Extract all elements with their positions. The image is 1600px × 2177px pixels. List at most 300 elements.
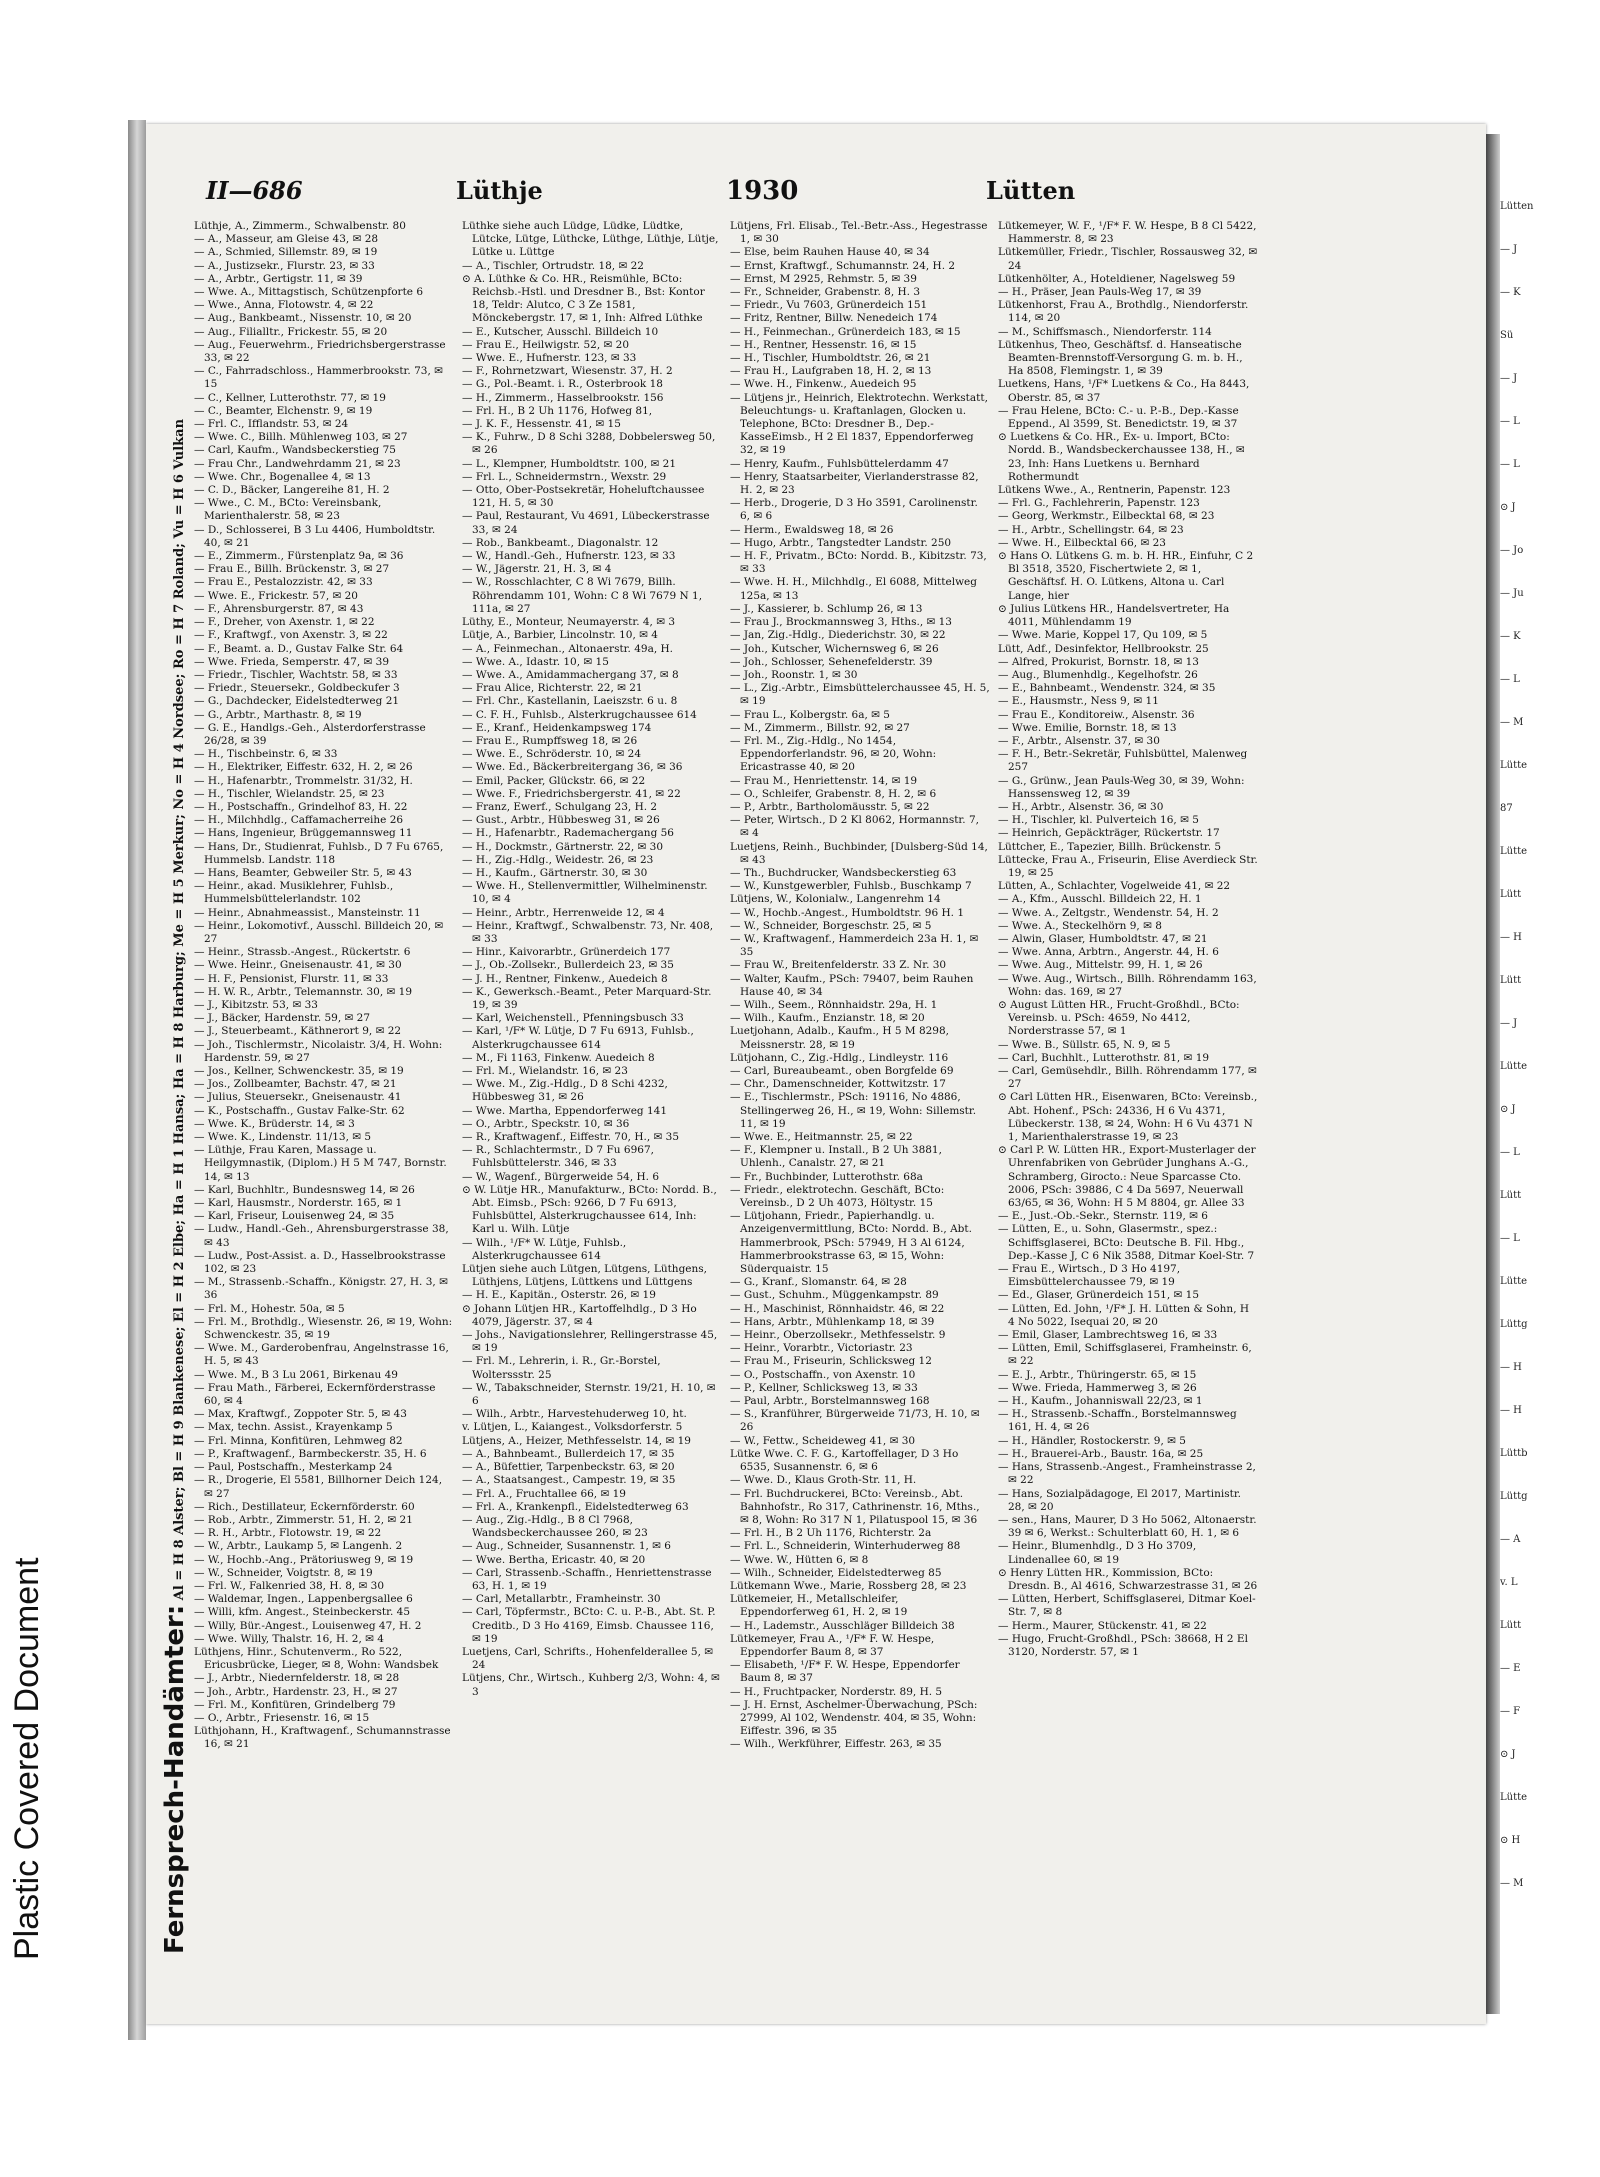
directory-entry: — Heinrich, Gepäckträger, Rückertstr. 17 xyxy=(998,827,1220,840)
directory-entry: — H., Arbtr., Alsenstr. 36, ✉ 30 xyxy=(998,800,1164,813)
directory-entry: — Wilh., Werkführer, Eiffestr. 263, ✉ 35 xyxy=(730,1738,942,1751)
directory-entry: — Max, Kraftwgf., Zoppoter Str. 5, ✉ 43 xyxy=(194,1408,407,1421)
edge-fragment: — L xyxy=(1500,1147,1520,1158)
directory-entry: — E., Bahnbeamt., Wendenstr. 324, ✉ 35 xyxy=(998,682,1216,695)
directory-entry: — G., Grünw., Jean Pauls-Weg 30, ✉ 39, Wohn: Hanssensweg 12, ✉ 39 xyxy=(998,774,1245,800)
directory-entry: — Carl, Gemüsehdlr., Billh. Röhrendamm 177, ✉ 27 xyxy=(998,1065,1257,1091)
directory-entry: — Wwe. A., Mittagstisch, Schützenpforte 6 xyxy=(194,286,424,299)
directory-entry: — Wwe. H., Stellenvermittler, Wilhelminenstr. 10, ✉ 4 xyxy=(462,880,708,906)
directory-entry: — Heinr., Vorarbtr., Victoriastr. 23 xyxy=(730,1342,913,1355)
directory-entry: — P., Kellner, Schlicksweg 13, ✉ 33 xyxy=(730,1381,918,1394)
directory-entry: Lütke Wwe. C. F. G., Kartoffellager, D 3 Ho 6535, Susannenstr. 6, ✉ 6 xyxy=(730,1447,959,1474)
directory-entry: — Wwe. Frieda, Semperstr. 47, ✉ 39 xyxy=(194,655,390,668)
directory-entry: — Fr., Buchbinder, Lutterothstr. 68a xyxy=(730,1170,923,1183)
page-header xyxy=(206,176,1146,206)
directory-entry: — Wwe. M., Garderobenfrau, Angelnstrasse 16, H. 5, ✉ 43 xyxy=(194,1342,449,1368)
directory-entry: — Wwe. Bertha, Ericastr. 40, ✉ 20 xyxy=(462,1553,646,1566)
edge-fragment: ⊙ H xyxy=(1500,1835,1521,1846)
directory-entry: — Julius, Steuersekr., Gneisenaustr. 41 xyxy=(194,1091,402,1104)
directory-entry: — Hans, Ingenieur, Brüggemannsweg 11 xyxy=(194,827,413,840)
right-keyword: Lütten xyxy=(986,176,1076,205)
directory-entry: — Lütten, Herbert, Schiffsglaserei, Ditmar Koel-Str. 7, ✉ 8 xyxy=(998,1593,1256,1619)
directory-entry: — F., Arbtr., Alsenstr. 37, ✉ 30 xyxy=(998,734,1160,747)
directory-entry: — Wwe. Willy, Thalstr. 16, H. 2, ✉ 4 xyxy=(194,1632,384,1645)
directory-entry: Luetkens, Hans, ¹/F* Luetkens & Co., Ha 8443, Oberstr. 85, ✉ 37 xyxy=(998,378,1250,404)
directory-entry: — Wwe., C. M., BCto: Vereinsbank, Marienthalerstr. 58, ✉ 23 xyxy=(194,497,382,523)
directory-entry: Lüthy, E., Monteur, Neumayerstr. 4, ✉ 3 xyxy=(462,616,676,629)
directory-entry: — G. E., Handlgs.-Geh., Alsterdorferstrasse 26/28, ✉ 39 xyxy=(194,721,426,747)
edge-fragment: Lütte xyxy=(1500,846,1528,857)
edge-fragment: Lütte xyxy=(1500,760,1528,771)
directory-entry: — L., Zig.-Arbtr., Eimsbüttelerchaussee 45, H. 5, ✉ 19 xyxy=(730,682,990,708)
directory-entry: — Frau Helene, BCto: C.- u. P.-B., Dep.-Kasse Eppend., Al 3599, St. Benedictstr. 19, ✉ 37 xyxy=(998,404,1239,431)
left-keyword: Lüthje xyxy=(456,176,543,205)
directory-entry: — Frl. M., Brothdlg., Wiesenstr. 26, ✉ 19, Wohn: Schwenckestr. 35, ✉ 19 xyxy=(194,1315,453,1342)
directory-entry: — Frl. C., Ifflandstr. 53, ✉ 24 xyxy=(194,418,349,431)
directory-entry: — Lüthje, Frau Karen, Massage u. Heilgymnastik, (Diplom.) H 5 M 747, Bornstr. 14, ✉ 13 xyxy=(194,1144,447,1183)
directory-entry: — Wwe. D., Klaus Groth-Str. 11, H. xyxy=(730,1474,917,1487)
directory-entry: — Carl, Töpfermstr., BCto: C. u. P.-B., Abt. St. P. Creditb., D 3 Ho 4169, Eimsb. Chaussee 116, ✉ 19 xyxy=(462,1606,716,1645)
directory-entry: — Lütten, Emil, Schiffsglaserei, Framheinstr. 6, ✉ 22 xyxy=(998,1342,1252,1368)
directory-entry: — Rich., Destillateur, Eckernförderstr. 60 xyxy=(194,1500,415,1513)
directory-entry: — Frl. W., Falkenried 38, H. 8, ✉ 30 xyxy=(194,1579,385,1592)
directory-entry: Luetjens, Carl, Schrifts., Hohenfelderallee 5, ✉ 24 xyxy=(462,1645,714,1672)
directory-entry: — A., Arbtr., Gertigstr. 11, ✉ 39 xyxy=(194,272,363,285)
edge-fragment: Lütt xyxy=(1500,1620,1522,1631)
directory-entry: — Wwe. W., Hütten 6, ✉ 8 xyxy=(730,1553,869,1566)
directory-entry: — Frau E., Heilwigstr. 52, ✉ 20 xyxy=(462,338,630,351)
directory-entry: — Frau E., Pestalozzistr. 42, ✉ 33 xyxy=(194,576,373,589)
directory-entry: — Frl. Buchdruckerei, BCto: Vereinsb., Abt. Bahnhofstr., Ro 317, Cathrinenstr. 16, Mths., ✉ 8, Wohn: Ro 317 N 1, Pilatuspool 15, ✉ 36 xyxy=(730,1487,980,1526)
directory-entry: — Rob., Bankbeamt., Diagonalstr. 12 xyxy=(462,536,659,549)
directory-entry: — Fr., Schneider, Grabenstr. 8, H. 3 xyxy=(730,286,921,299)
directory-entry: — Lütten, Ed. John, ¹/F* J. H. Lütten & Sohn, H 4 No 5022, Isequai 20, ✉ 20 xyxy=(998,1302,1250,1328)
directory-entry: — Aug., Blumenhdlg., Kegelhofstr. 26 xyxy=(998,668,1198,681)
strip-title: Fernsprech-Handämter: xyxy=(160,1604,190,1954)
directory-entry: — Frau E., Wirtsch., D 3 Ho 4197, Eimsbüttelerchaussee 79, ✉ 19 xyxy=(998,1263,1181,1289)
edge-fragment: — A xyxy=(1500,1534,1521,1545)
directory-entry: — E., Hausmstr., Ness 9, ✉ 11 xyxy=(998,695,1159,708)
side-label: Plastic Covered Document xyxy=(8,1557,46,1960)
directory-entry: — Franz, Ewerf., Schulgang 23, H. 2 xyxy=(462,800,658,813)
directory-entry: — Lütjohann, Friedr., Papierhandlg. u. Anzeigenvermittlung, BCto: Nordd. B., Abt. Hammerbrook, PSch: 57949, H 3 Al 6124, Hammerbrookstrasse 63, ✉ 15, Wohn: Süderquaistr. 15 xyxy=(730,1210,972,1276)
directory-entry: — Carl, Kaufm., Wandsbeckerstieg 75 xyxy=(194,444,396,457)
directory-entry: — Heinr., Blumenhdlg., D 3 Ho 3709, Lindenallee 60, ✉ 19 xyxy=(998,1540,1197,1566)
directory-entry: — A., Büfettier, Tarpenbeckstr. 63, ✉ 20 xyxy=(462,1461,675,1474)
directory-entry: — W., Kunstgewerbler, Fuhlsb., Buschkamp 7 xyxy=(730,880,972,893)
directory-entry: ⊙ Carl P. W. Lütten HR., Export-Musterlager der Uhrenfabriken von Gebrüder Junghans A.-G., Schramberg, Girocto.: Neue Sparcasse Cto. 2006, PSch: 39886, C 4 Da 5697, Neuerwall 63/65, ✉ 36, Wohn: H 5 M 8804, gr. Allee 33 xyxy=(998,1144,1256,1210)
directory-entry: — O., Postschaffn., von Axenstr. 10 xyxy=(730,1368,916,1381)
directory-entry: — Jos., Kellner, Schwenckestr. 35, ✉ 19 xyxy=(194,1065,404,1077)
directory-entry: — H. E., Kapitän., Osterstr. 26, ✉ 19 xyxy=(462,1289,656,1302)
directory-entry: — J., Bäcker, Hardenstr. 59, ✉ 27 xyxy=(194,1012,371,1025)
directory-entry: — H., Händler, Rostockerstr. 9, ✉ 5 xyxy=(998,1434,1186,1447)
directory-entry: Lütkenhorst, Frau A., Brothdlg., Niendorferstr. 114, ✉ 20 xyxy=(998,299,1249,325)
directory-entry: — Frl. M., Zig.-Hdlg., No 1454, Eppendorferlandstr. 96, ✉ 20, Wohn: Ericastrasse 40, ✉ 20 xyxy=(730,734,937,774)
directory-entry: Lütt, Adf., Desinfektor, Hellbrookstr. 25 xyxy=(998,642,1209,655)
edge-fragment: Lütte xyxy=(1500,1792,1528,1803)
directory-entry: — Wwe. M., B 3 Lu 2061, Birkenau 49 xyxy=(194,1368,398,1381)
edge-fragment: Lütt xyxy=(1500,889,1522,900)
directory-entry: — P., Arbtr., Bartholomäusstr. 5, ✉ 22 xyxy=(730,800,930,813)
directory-entry: — F. H., Betr.-Sekretär, Fuhlsbüttel, Malenweg 257 xyxy=(998,748,1248,774)
directory-entry: — C., Fahrradschloss., Hammerbrookstr. 73, ✉ 15 xyxy=(194,365,443,391)
directory-entry: — H., Strassenb.-Schaffn., Borstelmannsweg 161, H. 4, ✉ 26 xyxy=(998,1408,1237,1434)
directory-entry: — Emil, Packer, Glückstr. 66, ✉ 22 xyxy=(462,774,646,787)
directory-entry: Lüthke siehe auch Lüdge, Lüdke, Lüdtke, Lütcke, Lütge, Lüthcke, Lüthge, Lüthje, Lütje, Lütke u. Lüttge xyxy=(462,220,719,259)
edge-fragment: Lütt xyxy=(1500,975,1522,986)
edge-fragment: ⊙ J xyxy=(1500,502,1516,513)
directory-entry: Lütjen siehe auch Lütgen, Lütgens, Lüthgens, Lüthjens, Lütjens, Lüttkens und Lüttgens xyxy=(462,1263,707,1289)
directory-entry: Lütjens, Frl. Elisab., Tel.-Betr.-Ass., Hegestrasse 1, ✉ 30 xyxy=(730,220,988,246)
directory-entry: — W., Tabakschneider, Sternstr. 19/21, H. 10, ✉ 6 xyxy=(462,1381,716,1408)
directory-entry: — Frl. Chr., Kastellanin, Laeiszstr. 6 u. 8 xyxy=(462,695,678,708)
directory-entry: — Wwe. Aug., Wirtsch., Billh. Röhrendamm 163, Wohn: das. 169, ✉ 27 xyxy=(998,972,1257,998)
directory-entry: — A., Tischler, Ortrudstr. 18, ✉ 22 xyxy=(462,259,644,272)
directory-entry: Lüthjohann, H., Kraftwagenf., Schumannstrasse 16, ✉ 21 xyxy=(194,1725,451,1751)
directory-entry: — H., Brauerei-Arb., Baustr. 16a, ✉ 25 xyxy=(998,1447,1204,1460)
directory-entry: — Ludw., Post-Assist. a. D., Hasselbrookstrasse 102, ✉ 23 xyxy=(194,1249,446,1276)
directory-entry: Luetjens, Reinh., Buchbinder, [Dulsberg-Süd 14, ✉ 43 xyxy=(730,840,988,866)
directory-entry: — Lütjens jr., Heinrich, Elektrotechn. Werkstatt, Beleuchtungs- u. Kraftanlagen, Glocken u. Telephone, BCto: Dresdner B., Dep.-KasseEimsb., H 2 El 1837, Eppendorferweg 32, ✉ 19 xyxy=(730,391,988,457)
directory-entry: — J. H., Rentner, Finkenw., Auedeich 8 xyxy=(462,972,668,985)
directory-entry: Lütkemeier, H., Metallschleifer, Eppendorferweg 61, H. 2, ✉ 19 xyxy=(730,1593,908,1619)
directory-entry: — J., Arbtr., Niedernfelderstr. 18, ✉ 28 xyxy=(194,1672,400,1685)
directory-entry: — H., Milchhdlg., Caffamacherreihe 26 xyxy=(194,814,404,827)
directory-entry: — H. W. R., Arbtr., Telemannstr. 30, ✉ 19 xyxy=(194,985,413,998)
directory-entry: — Fritz, Rentner, Billw. Nenedeich 174 xyxy=(730,312,938,325)
directory-entry: Lüthje, A., Zimmerm., Schwalbenstr. 80 xyxy=(194,220,406,232)
directory-entry: — Joh., Tischlermstr., Nicolaistr. 3/4, H. Wohn: Hardenstr. 59, ✉ 27 xyxy=(194,1038,443,1064)
directory-entry: — Wwe. A., Idastr. 10, ✉ 15 xyxy=(462,655,609,668)
directory-entry: — F., Dreher, von Axenstr. 1, ✉ 22 xyxy=(194,616,375,629)
directory-entry: Lütjens, Chr., Wirtsch., Kuhberg 2/3, Wohn: 4, ✉ 3 xyxy=(462,1672,720,1698)
directory-entry: — Aug., Schneider, Susannenstr. 1, ✉ 6 xyxy=(462,1540,671,1553)
directory-entry: — W., Schneider, Borgeschstr. 25, ✉ 5 xyxy=(730,919,932,932)
directory-entry: — W., Kraftwagenf., Hammerdeich 23a H. 1, ✉ 35 xyxy=(730,932,979,959)
directory-entry: — O., Arbtr., Friesenstr. 16, ✉ 15 xyxy=(194,1711,370,1724)
directory-entry: — Wwe. A., Zeltgstr., Wendenstr. 54, H. 2 xyxy=(998,906,1219,919)
directory-entry: — Wwe. E., Hufnerstr. 123, ✉ 33 xyxy=(462,352,637,365)
directory-entry: — Frl. H., B 2 Uh 1176, Hofweg 81, xyxy=(462,404,653,417)
directory-entry: — Alfred, Prokurist, Bornstr. 18, ✉ 13 xyxy=(998,655,1199,668)
directory-entry: — Frl. L., Schneidermstrn., Wexstr. 29 xyxy=(462,470,667,483)
directory-entry: — H., Dockmstr., Gärtnerstr. 22, ✉ 30 xyxy=(462,840,663,853)
directory-entry: — Frau E., Billh. Brückenstr. 3, ✉ 27 xyxy=(194,563,390,576)
directory-entry: — Henry, Staatsarbeiter, Vierlanderstrasse 82, H. 2, ✉ 23 xyxy=(730,470,979,497)
directory-entry: — A., Masseur, am Gleise 43, ✉ 28 xyxy=(194,233,379,246)
directory-entry: — R., Drogerie, El 5581, Billhorner Deich 124, ✉ 27 xyxy=(194,1474,443,1500)
directory-entry: — Willy, Bür.-Angest., Louisenweg 47, H. 2 xyxy=(194,1619,422,1632)
directory-entry: — H., Tischler, Humboldtstr. 26, ✉ 21 xyxy=(730,352,931,365)
directory-entry: — Aug., Zig.-Hdlg., B 8 Cl 7968, Wandsbeckerchaussee 260, ✉ 23 xyxy=(462,1513,648,1540)
directory-entry: — Carl, Metallarbtr., Framheinstr. 30 xyxy=(462,1593,661,1606)
edge-fragment: — M xyxy=(1500,717,1524,728)
directory-entry: — H., Präser, Jean Pauls-Weg 17, ✉ 39 xyxy=(998,286,1202,299)
directory-entry: — Frl. M., Hohestr. 50a, ✉ 5 xyxy=(194,1302,345,1315)
directory-entry: — J., Ob.-Zollsekr., Bullerdeich 23, ✉ 35 xyxy=(462,959,674,972)
directory-entry: — Friedr., Tischler, Wachtstr. 58, ✉ 33 xyxy=(194,668,398,681)
next-page-edge xyxy=(1500,200,1600,2000)
directory-entry: — A., Schmied, Sillemstr. 89, ✉ 19 xyxy=(194,246,378,259)
directory-entry: — A., Justizsekr., Flurstr. 23, ✉ 33 xyxy=(194,259,375,272)
directory-entry: — A., Staatsangest., Campestr. 19, ✉ 35 xyxy=(462,1474,676,1487)
directory-entry: — Wwe. Marie, Koppel 17, Qu 109, ✉ 5 xyxy=(998,629,1208,642)
directory-entry: — Wwe. K., Lindenstr. 11/13, ✉ 5 xyxy=(194,1131,372,1144)
directory-entry: — A., Feinmechan., Altonaerstr. 49a, H. xyxy=(462,642,674,655)
directory-entry: — Alwin, Glaser, Humboldtstr. 47, ✉ 21 xyxy=(998,932,1208,945)
directory-entry: — R., Schlachtermstr., D 7 Fu 6967, Fuhlsbüttelerstr. 346, ✉ 33 xyxy=(462,1144,654,1170)
edge-fragment: ⊙ J xyxy=(1500,1104,1516,1115)
directory-entry: — Heinr., Lokomotivf., Ausschl. Billdeich 20, ✉ 27 xyxy=(194,919,444,945)
directory-entry: Lütkemeyer, W. F., ¹/F* F. W. Hespe, B 8 Cl 5422, Hammerstr. 8, ✉ 23 xyxy=(998,220,1257,246)
directory-entry: — Heinr., akad. Musiklehrer, Fuhlsb., Hummelsbüttelerlandstr. 102 xyxy=(194,880,394,906)
column-3 xyxy=(730,220,990,1980)
directory-entry: — Wwe. Chr., Bogenallee 4, ✉ 13 xyxy=(194,470,371,483)
directory-entry: — Hans, Sozialpädagoge, El 2017, Martinistr. 28, ✉ 20 xyxy=(998,1487,1242,1513)
directory-entry: — Wwe. A., Steckelhörn 9, ✉ 8 xyxy=(998,919,1162,932)
directory-entry: — Ernst, M 2925, Rehmstr. 5, ✉ 39 xyxy=(730,272,917,285)
edge-fragment: — L xyxy=(1500,459,1520,470)
directory-entry: — Frl. L., Schneiderin, Winterhuderweg 88 xyxy=(730,1540,961,1553)
directory-entry: — O., Schleifer, Grabenstr. 8, H. 2, ✉ 6 xyxy=(730,787,937,800)
directory-entry: — Wwe. M., Zig.-Hdlg., D 8 Schi 4232, Hübbesweg 31, ✉ 26 xyxy=(462,1078,668,1104)
directory-entry: — C., Kellner, Lutterothstr. 77, ✉ 19 xyxy=(194,391,386,404)
directory-entry: — Joh., Roonstr. 1, ✉ 30 xyxy=(730,668,858,681)
directory-entry: — Carl, Strassenb.-Schaffn., Henriettenstrasse 63, H. 1, ✉ 19 xyxy=(462,1566,712,1592)
edge-fragment: — F xyxy=(1500,1706,1521,1717)
directory-entry: — P., Kraftwagenf., Barmbeckerstr. 35, H. 6 xyxy=(194,1447,427,1460)
directory-entry: — H., Zig.-Hdlg., Weidestr. 26, ✉ 23 xyxy=(462,853,654,866)
directory-entry: ⊙ A. Lüthke & Co. HR., Reismühle, BCto: Reichsb.-Hstl. und Dresdner B., Bst: Kontor 18, Teldr: Alutco, C 3 Ze 1581, Mönckebergstr. 17, ✉ 1, Inh: Alfred Lüthke xyxy=(462,272,705,325)
edge-fragment: — J xyxy=(1500,244,1518,255)
directory-entry: — Hans, Beamter, Gebweiler Str. 5, ✉ 43 xyxy=(194,866,412,879)
edge-fragment: — J xyxy=(1500,373,1518,384)
directory-entry: — Else, beim Rauhen Hause 40, ✉ 34 xyxy=(730,246,930,259)
directory-entry: — Lütten, E., u. Sohn, Glasermstr., spez.: Schiffsglaserei, BCto: Deutsche B. Fil. Hbg., Dep.-Kasse J, C 6 Nik 3588, Ditmar Koel-Str. 7 xyxy=(998,1223,1255,1262)
directory-entry: — Frl. M., Konfitüren, Grindelberg 79 xyxy=(194,1698,396,1711)
directory-entry: — Paul, Postschaffn., Mesterkamp 24 xyxy=(194,1461,393,1474)
directory-entry: Lütkens Wwe., A., Rentnerin, Papenstr. 123 xyxy=(998,484,1231,497)
directory-entry: — H., Kaufm., Johanniswall 22/23, ✉ 1 xyxy=(998,1395,1203,1408)
directory-entry: ⊙ Johann Lütjen HR., Kartoffelhdlg., D 3 Ho 4079, Jägerstr. 37, ✉ 4 xyxy=(462,1302,697,1328)
directory-entry: — Friedr., elektrotechn. Geschäft, BCto: Vereinsb., D 2 Uh 4073, Höltystr. 15 xyxy=(730,1183,945,1210)
directory-entry: Lüttecke, Frau A., Friseurin, Elise Averdieck Str. 19, ✉ 25 xyxy=(998,853,1258,879)
directory-entry: — Wilh., ¹/F* W. Lütje, Fuhlsb., Alsterkrugchaussee 614 xyxy=(462,1236,627,1262)
directory-entry: — A., Bahnbeamt., Bullerdeich 17, ✉ 35 xyxy=(462,1447,675,1460)
directory-entry: — Friedr., Steuersekr., Goldbeckufer 3 xyxy=(194,682,400,695)
directory-entry: — H., Hafenarbtr., Trommelstr. 31/32, H. xyxy=(194,774,413,787)
directory-entry: — G., Kranf., Slomanstr. 64, ✉ 28 xyxy=(730,1276,907,1289)
directory-entry: — C., Beamter, Elchenstr. 9, ✉ 19 xyxy=(194,404,373,417)
directory-entry: Lütkemann Wwe., Marie, Rossberg 28, ✉ 23 xyxy=(730,1579,967,1592)
directory-entry: — Frau Chr., Landwehrdamm 21, ✉ 23 xyxy=(194,457,401,470)
directory-entry: Lüthjens, Hinr., Schutenverm., Ro 522, Ericusbrücke, Lieger, ✉ 8, Wohn: Wandsbek xyxy=(194,1645,439,1672)
directory-entry: — Wwe. Martha, Eppendorferweg 141 xyxy=(462,1104,668,1117)
directory-entry: — Wwe. Heinr., Gneisenaustr. 41, ✉ 30 xyxy=(194,959,402,972)
directory-entry: Lütjens, W., Kolonialw., Langenrehm 14 xyxy=(730,893,941,906)
directory-entry: Lütkenhus, Theo, Geschäftsf. d. Hanseatische Beamten-Brennstoff-Versorgung G. m. b. H., Ha 8508, Flemingstr. 1, ✉ 39 xyxy=(998,338,1243,378)
directory-entry: — C. F. H., Fuhlsb., Alsterkrugchaussee 614 xyxy=(462,708,697,721)
directory-entry: — E., Zimmerm., Fürstenplatz 9a, ✉ 36 xyxy=(194,550,404,563)
directory-entry: — E., Kutscher, Ausschl. Billdeich 10 xyxy=(462,325,659,338)
column-2 xyxy=(462,220,722,1980)
directory-entry: — J. H. Ernst, Aschelmer-Überwachung, PSch: 27999, Al 102, Wendenstr. 404, ✉ 35, Wohn: Eiffestr. 396, ✉ 35 xyxy=(730,1698,978,1738)
edge-fragment: v. L xyxy=(1500,1577,1518,1588)
directory-entry: — Frau H., Laufgraben 18, H. 2, ✉ 13 xyxy=(730,365,932,378)
directory-entry: — M., Schiffsmasch., Niendorferstr. 114 xyxy=(998,325,1212,338)
directory-entry: — Wilh., Seem., Rönnhaidstr. 29a, H. 1 xyxy=(730,998,938,1011)
directory-entry: — F., Ahrensburgerstr. 87, ✉ 43 xyxy=(194,602,364,615)
edge-fragment: Lütten xyxy=(1500,201,1534,212)
directory-entry: — H., Zimmerm., Hasselbrookstr. 156 xyxy=(462,391,664,404)
directory-entry: — Heinr., Abnahmeassist., Mansteinstr. 11 xyxy=(194,906,421,919)
directory-entry: — Carl, Buchhlt., Lutterothstr. 81, ✉ 19 xyxy=(998,1051,1210,1064)
directory-entry: — H., Maschinist, Rönnhaidstr. 46, ✉ 22 xyxy=(730,1302,945,1315)
directory-entry: — Ludw., Handl.-Geh., Ahrensburgerstrasse 38, ✉ 43 xyxy=(194,1223,449,1249)
directory-entry: v. Lütjen, L., Kaiangest., Volksdorferstr. 5 xyxy=(462,1421,683,1434)
edge-fragment: — Jo xyxy=(1500,545,1524,556)
directory-entry: — Frau E., Konditoreiw., Alsenstr. 36 xyxy=(998,708,1195,721)
directory-entry: — Wwe. Emilie, Bornstr. 18, ✉ 13 xyxy=(998,721,1177,734)
directory-entry: — Ed., Glaser, Grünerdeich 151, ✉ 15 xyxy=(998,1289,1200,1302)
directory-entry: — W., Hochb.-Ang., Prätoriusweg 9, ✉ 19 xyxy=(194,1553,414,1566)
directory-entry: — Rob., Arbtr., Zimmerstr. 51, H. 2, ✉ 21 xyxy=(194,1513,413,1526)
edge-fragment: Lüttb xyxy=(1500,1448,1528,1459)
directory-entry: — Paul, Restaurant, Vu 4691, Lübeckerstrasse 33, ✉ 24 xyxy=(462,510,710,536)
directory-page xyxy=(146,124,1486,2024)
directory-entry: — H. F., Pensionist, Flurstr. 11, ✉ 33 xyxy=(194,972,389,985)
directory-entry: Lütkemeyer, Frau A., ¹/F* F. W. Hespe, Eppendorfer Baum 8, ✉ 37 xyxy=(730,1632,935,1658)
edge-fragment: 87 xyxy=(1500,803,1513,814)
directory-entry: — F., Rohrnetzwart, Wiesenstr. 37, H. 2 xyxy=(462,365,673,378)
directory-entry: — Wilh., Schneider, Eidelstedterweg 85 xyxy=(730,1566,942,1579)
directory-entry: — E., Tischlermstr., PSch: 19116, No 4886, Stellingerweg 26, H., ✉ 19, Wohn: Sillemstr. 11, ✉ 19 xyxy=(730,1091,977,1130)
directory-entry: — Wwe. H. H., Milchhdlg., El 6088, Mittelweg 125a, ✉ 13 xyxy=(730,576,977,602)
edge-fragment: Lütte xyxy=(1500,1061,1528,1072)
directory-entry: — Wwe. F., Friedrichsbergerstr. 41, ✉ 22 xyxy=(462,787,681,800)
directory-entry: — Frl. M., Lehrerin, i. R., Gr.-Borstel, Wolterssstr. 25 xyxy=(462,1355,661,1381)
directory-entry: ⊙ Carl Lütten HR., Eisenwaren, BCto: Vereinsb., Abt. Hohenf., PSch: 24336, H 6 Vu 4371, Lübeckerstr. 138, ✉ 24, Wohn: H 6 Vu 4371 N 1, Marienthalerstrasse 19, ✉ 23 xyxy=(998,1091,1258,1144)
edge-fragment: Lütt xyxy=(1500,1190,1522,1201)
directory-entry: — W., Schneider, Voigtstr. 8, ✉ 19 xyxy=(194,1566,373,1579)
directory-entry: — H., Tischler, Wielandstr. 25, ✉ 23 xyxy=(194,787,385,800)
directory-entry: — Joh., Arbtr., Hardenstr. 23, H., ✉ 27 xyxy=(194,1685,398,1698)
directory-entry: — Wwe. C., Billh. Mühlenweg 103, ✉ 27 xyxy=(194,431,408,444)
directory-entry: — F., Klempner u. Install., B 2 Uh 3881, Uhlenh., Canalstr. 27, ✉ 21 xyxy=(730,1144,942,1170)
telephone-exchange-strip xyxy=(160,274,192,1954)
directory-entry: — Wwe. Ed., Bäckerbreitergang 36, ✉ 36 xyxy=(462,761,683,774)
directory-entry: — W., Arbtr., Laukamp 5, ✉ Langenh. 2 xyxy=(194,1540,403,1553)
directory-entry: — Joh., Schlosser, Sehenefelderstr. 39 xyxy=(730,655,933,668)
directory-entry: — Wwe. Frieda, Hammerweg 3, ✉ 26 xyxy=(998,1381,1197,1394)
directory-entry: Lütje, A., Barbier, Lincolnstr. 10, ✉ 4 xyxy=(462,629,658,642)
directory-entry: — Wwe. E., Frickestr. 57, ✉ 20 xyxy=(194,589,358,602)
column-4 xyxy=(998,220,1258,1980)
directory-entry: — H., Tischler, kl. Pulverteich 16, ✉ 5 xyxy=(998,814,1199,827)
directory-entry: — Karl, Buchhltr., Bundesnsweg 14, ✉ 26 xyxy=(194,1183,415,1196)
directory-entry: — sen., Hans, Maurer, D 3 Ho 5062, Altonaerstr. 39 ✉ 6, Werkst.: Schulterblatt 60, H. 1, ✉ 6 xyxy=(998,1513,1257,1540)
directory-entry: Lüttcher, E., Tapezier, Billh. Brückenstr. 5 xyxy=(998,840,1222,853)
directory-entry: — Ernst, Kraftwgf., Schumannstr. 24, H. 2 xyxy=(730,259,956,272)
directory-entry: — Wilh., Kaufm., Enzianstr. 18, ✉ 20 xyxy=(730,1012,925,1025)
directory-entry: — Wwe., Anna, Flotowstr. 4, ✉ 22 xyxy=(194,299,374,312)
directory-entry: — O., Arbtr., Speckstr. 10, ✉ 36 xyxy=(462,1117,630,1130)
directory-entry: Lütkenhölter, A., Hoteldiener, Nagelsweg 59 xyxy=(998,272,1236,285)
directory-entry: — Frau E., Rumpffsweg 18, ✉ 26 xyxy=(462,734,638,747)
directory-entry: — Max, techn. Assist., Krayenkamp 5 xyxy=(194,1421,393,1434)
directory-entry: — W., Jägerstr. 21, H. 3, ✉ 4 xyxy=(462,563,612,576)
directory-entry: — Hugo, Frucht-Großhdl., PSch: 38668, H 2 El 3120, Norderstr. 57, ✉ 1 xyxy=(998,1632,1248,1658)
directory-entry: — Frau M., Friseurin, Schlicksweg 12 xyxy=(730,1355,932,1368)
directory-entry: — Wwe. H., Eilbecktal 66, ✉ 23 xyxy=(998,536,1166,549)
directory-entry: — M., Zimmerm., Billstr. 92, ✉ 27 xyxy=(730,721,910,734)
directory-entry: — Wwe. A., Amidammachergang 37, ✉ 8 xyxy=(462,668,679,681)
directory-entry: — Wwe. B., Süllstr. 65, N. 9, ✉ 5 xyxy=(998,1038,1171,1051)
directory-entry: — Karl, Friseur, Louisenweg 24, ✉ 35 xyxy=(194,1210,395,1223)
directory-entry: — H., Feinmechan., Grünerdeich 183, ✉ 15 xyxy=(730,325,961,338)
directory-entry: — L., Klempner, Humboldtstr. 100, ✉ 21 xyxy=(462,457,677,470)
edge-fragment: — Ju xyxy=(1500,588,1524,599)
directory-entry: — H., Postschaffn., Grindelhof 83, H. 22 xyxy=(194,800,408,813)
directory-entry: — Hans, Arbtr., Mühlenkamp 18, ✉ 39 xyxy=(730,1315,935,1328)
directory-entry: — Hans, Strassenb.-Angest., Framheinstrasse 2, ✉ 22 xyxy=(998,1461,1256,1487)
directory-entry: — J., Kibitzstr. 53, ✉ 33 xyxy=(194,998,318,1011)
directory-entry: — M., Strassenb.-Schaffn., Königstr. 27, H. 3, ✉ 36 xyxy=(194,1276,448,1302)
directory-entry: — G., Pol.-Beamt. i. R., Osterbrook 18 xyxy=(462,378,663,391)
directory-entry: — Walter, Kaufm., PSch: 79407, beim Rauhen Hause 40, ✉ 34 xyxy=(730,972,974,998)
directory-entry: — Heinr., Arbtr., Herrenweide 12, ✉ 4 xyxy=(462,906,665,919)
directory-entry: — Gust., Arbtr., Hübbesweg 31, ✉ 26 xyxy=(462,814,660,827)
directory-entry: — Chr., Damenschneider, Kottwitzstr. 17 xyxy=(730,1078,946,1091)
directory-entry: — Wwe. E., Heitmannstr. 25, ✉ 22 xyxy=(730,1131,913,1144)
directory-entry: — Wwe. H., Finkenw., Auedeich 95 xyxy=(730,378,917,391)
directory-entry: — Gust., Schuhm., Müggenkampstr. 89 xyxy=(730,1289,939,1302)
directory-entry: ⊙ Henry Lütten HR., Kommission, BCto: Dresdn. B., Al 4616, Schwarzestrasse 31, ✉ 26 xyxy=(998,1566,1258,1592)
directory-entry: — M., Fi 1163, Finkenw. Auedeich 8 xyxy=(462,1051,655,1064)
directory-entry: — Hans, Dr., Studienrat, Fuhlsb., D 7 Fu 6765, Hummelsb. Landstr. 118 xyxy=(194,840,444,866)
directory-entry: ⊙ Luetkens & Co. HR., Ex- u. Import, BCto: Nordd. B., Wandsbeckerchaussee 138, H., ✉ 23, Inh: Hans Luetkens u. Bernhard Rothermundt xyxy=(998,431,1245,483)
directory-entry: — Emil, Glaser, Lambrechtsweg 16, ✉ 33 xyxy=(998,1329,1218,1342)
directory-entry: — Heinr., Strassb.-Angest., Rückertstr. 6 xyxy=(194,946,411,959)
directory-entry: — K., Fuhrw., D 8 Schi 3288, Dobbelersweg 50, ✉ 26 xyxy=(462,431,716,457)
directory-entry: — Jan, Zig.-Hdlg., Diederichstr. 30, ✉ 22 xyxy=(730,629,946,642)
directory-entry: — G., Dachdecker, Eidelstedterweg 21 xyxy=(194,695,400,708)
directory-entry: — Jos., Zollbeamter, Bachstr. 47, ✉ 21 xyxy=(194,1078,397,1091)
directory-entry: ⊙ Julius Lütkens HR., Handelsvertreter, Ha 4011, Mühlendamm 19 xyxy=(998,602,1230,629)
edge-fragment: — L xyxy=(1500,674,1520,685)
directory-entry: — Heinr., Oberzollsekr., Methfesselstr. 9 xyxy=(730,1329,946,1342)
directory-entry: — Friedr., Vu 7603, Grünerdeich 151 xyxy=(730,299,928,312)
directory-entry: — W., Hochb.-Angest., Humboldtstr. 96 H. 1 xyxy=(730,906,965,919)
edge-fragment: — J xyxy=(1500,1018,1518,1029)
directory-entry: — J. K. F., Hessenstr. 41, ✉ 15 xyxy=(462,418,621,431)
directory-entry: — Herb., Drogerie, D 3 Ho 3591, Carolinenstr. 6, ✉ 6 xyxy=(730,497,978,523)
directory-entry: — Aug., Feuerwehrm., Friedrichsbergerstrasse 33, ✉ 22 xyxy=(194,338,446,365)
directory-entry: Lütten, A., Schlachter, Vogelweide 41, ✉ 22 xyxy=(998,880,1231,893)
directory-entry: — Frl. Minna, Konfitüren, Lehmweg 82 xyxy=(194,1434,403,1447)
directory-entry: — R., Kraftwagenf., Eiffestr. 70, H., ✉ 35 xyxy=(462,1131,680,1144)
directory-entry: — Johs., Navigationslehrer, Rellingerstrasse 45, ✉ 19 xyxy=(462,1329,718,1355)
edge-fragment: Lüttg xyxy=(1500,1319,1528,1330)
directory-entry: Lütkemüller, Friedr., Tischler, Rossausweg 32, ✉ 24 xyxy=(998,246,1258,272)
directory-entry: — Willi, kfm. Angest., Steinbeckerstr. 45 xyxy=(194,1606,411,1619)
strip-text: Al = H 8 Alster; Bl = H 9 Blankenese; El = H 2 Elbe; Ha = H 1 Hansa; Ha = H 8 Harburg; Me = H 5 Merkur; No = H 4 Nordsee; Ro = H 7 Roland; Vu = H 6 Vulkan xyxy=(172,418,187,1601)
directory-entry: — J., Steuerbeamt., Käthnerort 9, ✉ 22 xyxy=(194,1025,402,1038)
directory-entry: — Herm., Maurer, Stückenstr. 41, ✉ 22 xyxy=(998,1619,1207,1632)
directory-entry: — H., Fruchtpacker, Norderstr. 89, H. 5 xyxy=(730,1685,943,1698)
page-number: II—686 xyxy=(206,176,303,205)
